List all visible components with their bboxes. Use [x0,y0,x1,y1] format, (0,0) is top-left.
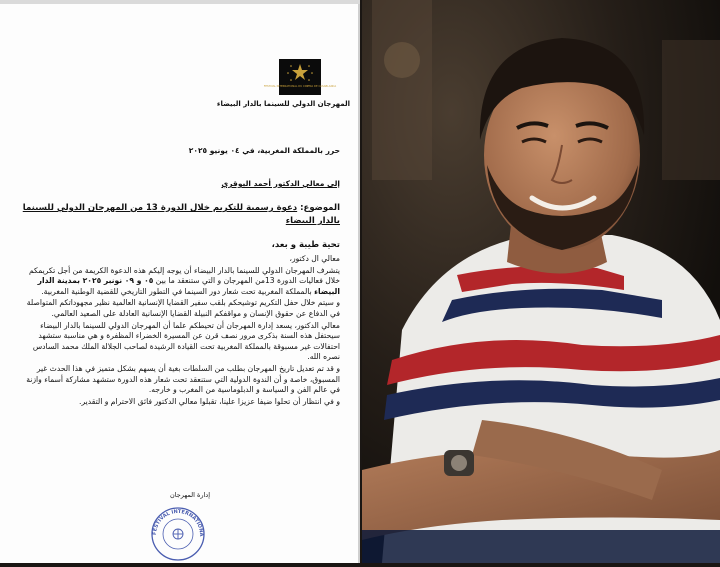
logo-text: FESTIVAL INTERNATIONAL DU CINEMA DE CASABLANCA [263,85,337,88]
subject-line [20,202,340,228]
portrait-photo [362,0,720,563]
paragraph-3: معالي الدكتور، يسعد إدارة المهرجان أن تحيطكم علما أن المهرجان الدولي للسينما بالدار البيضاء سيحتفل هذه السنة بذكرى مرور نصف قرن عن المسيرة الخضراء المظفرة و هي مناسبة ستشهد احتفالات غير مسبوقة بالمملكة المغربية تحت القيادة الرشيدة لصاحب الجلالة الملك محمد السادس نصره الله. [32,320,340,362]
page-top-border [0,0,360,4]
star-icon [292,64,308,80]
greeting: تحية طيبة و بعد، [271,240,340,250]
letter-body [20,254,340,408]
portrait-illustration [362,0,720,563]
paragraph-4: و قد تم تعديل تاريخ المهرجان بطلب من السلطات بغية أن يسهم بشكل متميز في هذا الحدث غير المسبوق، خاصة و أن الندوة الدولية التي ستنعقد تحت شعار هذه الدورة ستشهد مشاركة أسماء وازنة في عالم الفن و السياسة و الدبلوماسية من المغرب و خارجه. [26,363,340,395]
invitation-letter [0,0,360,563]
film-reel-icon [173,529,183,539]
signature-label: إدارة المهرجان [169,491,210,499]
addressee-text: إلى معالي الدكتور أحمد البوقري [221,179,340,188]
paragraph-1 [20,266,340,298]
paragraph-1-dates: ٠٥ و ٠٩ نونبر ٢٠٢٥ بمدينة الدار البيضاء [37,276,340,296]
subject-label: الموضوع: [300,203,340,213]
date-line: حرر بالمملكة المغربية، في ٠٤ يونيو ٢٠٢٥ [188,146,340,155]
addressee [20,179,340,188]
paragraph-2: و سيتم خلال حفل التكريم توشيحكم بلقب سفير القضايا الإنسانية العالمية نظير مجهوداتكم المتواصلة في الدفاع عن حقوق الإنسان و مواقفكم النبيلة القضايا الإنسانية العادلة على الصعيد العالمي. [26,298,340,318]
organization-name: المهرجان الدولي للسينما بالدار البيضاء [216,100,350,108]
subject-text: دعوة رسمية للتكريم خلال الدورة 13 من المهرجان الدولي للسينما بالدار البيضاء [22,203,340,226]
svg-text:FESTIVAL INTERNATIONAL DU CINE [146,501,204,537]
festival-logo [263,59,337,95]
paragraph-5: و في انتظار أن تحلوا ضيفا عزيزا علينا، تقبلوا معالي الدكتور فائق الاحترام و التقدير. [79,396,340,406]
paragraph-1-part-a: يتشرف المهرجان الدولي للسينما بالدار البيضاء أن يوجه إليكم هذه الدعوة الكريمة من أجل تكريمكم خلال فعاليات الدورة 13من المهرجان و التي ستنعقد ما بين [28,265,340,286]
salutation: معالي ال دكتور، [289,254,340,263]
paragraph-1-part-b: بالمملكة المغربية تحت شعار دور السينما في التطور التاريخي للقضية الوطنية المغربية. [41,286,312,296]
stamp-text: FESTIVAL INTERNATIONA [151,508,205,537]
festival-stamp [146,501,210,563]
